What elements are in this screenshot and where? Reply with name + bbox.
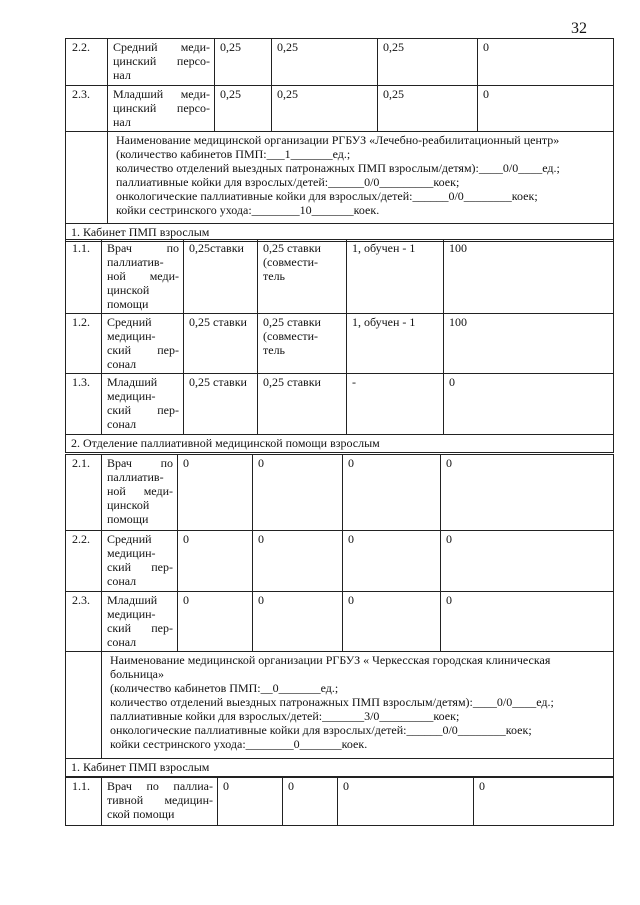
section-heading: 1. Кабинет ПМП взрослым <box>66 224 614 242</box>
staff-category: Врач по паллиа- тивной медицин- ской помощи <box>102 778 218 826</box>
cell-value: 0 <box>441 531 614 592</box>
staff-table-top <box>65 38 614 132</box>
cell-value: 0,25 <box>272 39 378 86</box>
table-row <box>66 778 614 826</box>
cell-value: 1, обучен - 1 <box>347 314 444 374</box>
staff-category: Средний медицин- ский пер- сонал <box>102 314 184 374</box>
cell-value: 0 <box>178 455 253 531</box>
cell-value: 0 <box>478 86 614 132</box>
org-info-text: Наименование медицинской организации РГБУЗ «Лечебно-реабилитационный центр» (количество кабинетов ПМП:___1_______ед.; количество отделений выездных патронажных ПМП взрослым/детям):____0/0____ед.; паллиативные койки для взрослых/детей:______0/0_________коек; онкологические паллиативные койки для взрослых/детей:______0/0________коек; койки сестринского ухода:________10_______коек. <box>108 132 614 224</box>
cell-value: 0 <box>338 778 474 826</box>
staff-category: Средний медицин- ский пер- сонал <box>102 531 178 592</box>
table-row <box>66 240 614 314</box>
cell-value: 0,25 <box>272 86 378 132</box>
cell-value: 0,25 ставки (совмести- тель <box>258 240 347 314</box>
cell-value: 0 <box>178 531 253 592</box>
org-info-row <box>66 132 614 224</box>
org-info-text: Наименование медицинской организации РГБУЗ « Черкесская городская клиническая больница» (количество кабинетов ПМП:__0_______ед.; количество отделений выездных патронажных ПМП взрослым/детям):____0/0____ед.; паллиативные койки для взрослых/детей:_______3/0_________коек; онкологические паллиативные койки для взрослых/детей:______0/0________коек; койки сестринского ухода:________0_______коек. <box>102 652 614 759</box>
cell-value: 0,25 <box>215 39 272 86</box>
table-row <box>66 314 614 374</box>
org-info-table-2 <box>65 651 614 777</box>
cell-value: 0 <box>343 455 441 531</box>
cell-value: 100 <box>444 240 614 314</box>
staff-category: Врач по паллиатив- ной меди- цинской помощи <box>102 240 184 314</box>
page-number: 32 <box>571 20 587 37</box>
section-heading: 1. Кабинет ПМП взрослым <box>66 759 614 777</box>
cell-value: 0 <box>343 592 441 652</box>
cell-value: 100 <box>444 314 614 374</box>
cell-value: 0 <box>444 374 614 435</box>
staff-category: Средний меди- цинский персо- нал <box>108 39 215 86</box>
cell-value: 0,25 ставки (совмести- тель <box>258 314 347 374</box>
table-row <box>66 592 614 652</box>
cell-value: 0 <box>343 531 441 592</box>
cell-value: 0 <box>283 778 338 826</box>
row-number: 1.1. <box>66 778 102 826</box>
cell-value: 0,25 <box>378 86 478 132</box>
row-number: 2.3. <box>66 592 102 652</box>
row-number: 1.2. <box>66 314 102 374</box>
cell-value: 0,25ставки <box>184 240 258 314</box>
row-number: 2.3. <box>66 86 108 132</box>
table-row <box>66 39 614 86</box>
staff-category: Младший меди- цинский персо- нал <box>108 86 215 132</box>
cell-value: 0 <box>218 778 283 826</box>
cell-value: 0 <box>178 592 253 652</box>
cell-value: 0,25 <box>378 39 478 86</box>
cell-value: 0 <box>441 592 614 652</box>
cell-value: - <box>347 374 444 435</box>
row-number: 1.3. <box>66 374 102 435</box>
staff-category: Младший медицин- ский пер- сонал <box>102 592 178 652</box>
table-row <box>66 531 614 592</box>
table-row <box>66 455 614 531</box>
cell-value: 0,25 ставки <box>184 314 258 374</box>
org-info-table-1 <box>65 131 614 242</box>
cell-value: 0,25 ставки <box>184 374 258 435</box>
cell-value: 0,25 ставки <box>258 374 347 435</box>
org-info-row <box>66 652 614 759</box>
row-number: 1.1. <box>66 240 102 314</box>
staff-category: Младший медицин- ский пер- сонал <box>102 374 184 435</box>
staff-table-cabinet <box>65 239 614 453</box>
staff-table-bottom <box>65 777 614 826</box>
staff-table-department <box>65 454 614 652</box>
cell-value: 0 <box>441 455 614 531</box>
staff-category: Врач по паллиатив- ной меди- цинской помощи <box>102 455 178 531</box>
section-heading: 2. Отделение паллиативной медицинской помощи взрослым <box>66 435 614 453</box>
table-row <box>66 86 614 132</box>
row-number: 2.1. <box>66 455 102 531</box>
cell-value: 0 <box>253 592 343 652</box>
table-row <box>66 374 614 435</box>
cell-value: 0 <box>478 39 614 86</box>
row-number: 2.2. <box>66 39 108 86</box>
row-number: 2.2. <box>66 531 102 592</box>
cell-value: 0,25 <box>215 86 272 132</box>
cell-value: 0 <box>253 531 343 592</box>
cell-value: 1, обучен - 1 <box>347 240 444 314</box>
cell-value: 0 <box>253 455 343 531</box>
cell-value: 0 <box>474 778 614 826</box>
